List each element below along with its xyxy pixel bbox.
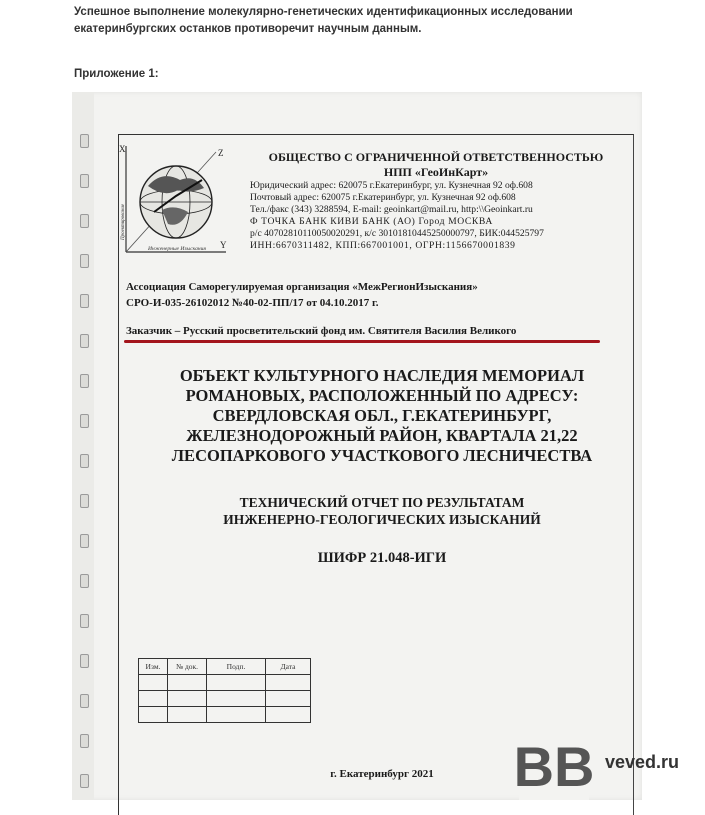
report-title-line: ИНЖЕНЕРНО-ГЕОЛОГИЧЕСКИХ ИЗЫСКАНИЙ [223, 512, 541, 527]
binder-ring-icon [80, 134, 89, 148]
logo-side-label: Проектирование [121, 203, 126, 240]
cipher-code: ШИФР 21.048-ИГИ [317, 550, 447, 566]
binder-ring-icon [80, 334, 89, 348]
binder-strip [72, 92, 94, 800]
binder-ring-icon [80, 174, 89, 188]
object-title-line: ЖЕЛЕЗНОДОРОЖНЫЙ РАЙОН, КВАРТАЛА 21,22 [186, 426, 578, 445]
signature-table [138, 658, 311, 723]
report-title-line: ТЕХНИЧЕСКИЙ ОТЧЕТ ПО РЕЗУЛЬТАТАМ [239, 495, 525, 510]
association-line2: СРО-И-035-26102012 №40-02-ПП/17 от 04.10.2017 г. [126, 297, 379, 309]
axis-x-label: X [119, 144, 126, 154]
table-header-cell: Подп. [207, 659, 266, 675]
axis-z-label: Z [218, 148, 224, 158]
object-title-line: РОМАНОВЫХ, РАСПОЛОЖЕННЫЙ ПО АДРЕСУ: [185, 386, 579, 405]
appendix-label: Приложение 1: [74, 68, 159, 80]
veved-logo-icon [513, 730, 595, 800]
table-header-cell: Дата [266, 659, 311, 675]
binder-ring-icon [80, 294, 89, 308]
veved-watermark [513, 730, 705, 800]
postal-address: Почтовый адрес: 620075 г.Екатеринбург, ул. Кузнечная 92 оф.608 [250, 192, 516, 203]
binder-ring-icon [80, 654, 89, 668]
report-title [142, 494, 622, 528]
watermark-badge-text: BB [513, 735, 595, 798]
association-line1: Ассоциация Саморегулируемая организация «МежРегионИзыскания» [126, 281, 478, 293]
contacts: Тел./факс (343) 3288594, E-mail: geoinkart@mail.ru, http:\\Geoinkart.ru [250, 204, 533, 215]
company-block [250, 150, 622, 252]
intro-text: Успешное выполнение молекулярно-генетических идентификационных исследовании екатеринбургских останков противоречит научным данным. [74, 6, 573, 35]
object-title [142, 366, 622, 466]
table-row [139, 659, 311, 675]
bank-name: Ф ТОЧКА БАНК КИВИ БАНК (АО) Город МОСКВА [250, 216, 493, 227]
binder-ring-icon [80, 694, 89, 708]
binder-ring-icon [80, 734, 89, 748]
binder-ring-icon [80, 614, 89, 628]
binder-ring-icon [80, 534, 89, 548]
bank-accounts: р/с 40702810110050020291, к/с 30101810445250000797, БИК:044525797 [250, 228, 544, 239]
binder-ring-icon [80, 774, 89, 788]
red-underline-highlight [124, 340, 600, 343]
geoinkart-logo-icon [118, 140, 230, 260]
object-title-line: ОБЪЕКТ КУЛЬТУРНОГО НАСЛЕДИЯ МЕМОРИАЛ [179, 366, 585, 385]
object-title-line: ЛЕСОПАРКОВОГО УЧАСТКОВОГО ЛЕСНИЧЕСТВА [171, 446, 593, 465]
binder-ring-icon [80, 254, 89, 268]
binder-ring-icon [80, 214, 89, 228]
customer-line: Заказчик – Русский просветительский фонд им. Святителя Василия Великого [126, 325, 517, 337]
binder-ring-icon [80, 374, 89, 388]
company-name-line2: НПП «ГеоИнКарт» [383, 165, 489, 179]
table-header-cell: № док. [168, 659, 207, 675]
legal-address: Юридический адрес: 620075 г.Екатеринбург, ул. Кузнечная 92 оф.608 [250, 180, 533, 191]
logo-arc-label: Инженерные Изыскания [148, 246, 206, 252]
city-year: г. Екатеринбург 2021 [330, 768, 434, 780]
watermark-text: veved.ru [605, 752, 680, 772]
binder-ring-icon [80, 454, 89, 468]
table-row [139, 675, 311, 691]
company-name-line1: ОБЩЕСТВО С ОГРАНИЧЕННОЙ ОТВЕТСТВЕННОСТЬЮ [268, 150, 604, 164]
binder-ring-icon [80, 574, 89, 588]
table-row [139, 707, 311, 723]
binder-ring-icon [80, 414, 89, 428]
tax-ids: ИНН:6670311482, КПП:667001001, ОГРН:1156670001839 [250, 240, 516, 251]
binder-ring-icon [80, 494, 89, 508]
axis-y-label: Y [220, 240, 227, 250]
table-header-cell: Изм. [139, 659, 168, 675]
association-block [126, 279, 626, 311]
table-row [139, 691, 311, 707]
object-title-line: СВЕРДЛОВСКАЯ ОБЛ., Г.ЕКАТЕРИНБУРГ, [212, 406, 552, 425]
document-scan [72, 92, 642, 800]
